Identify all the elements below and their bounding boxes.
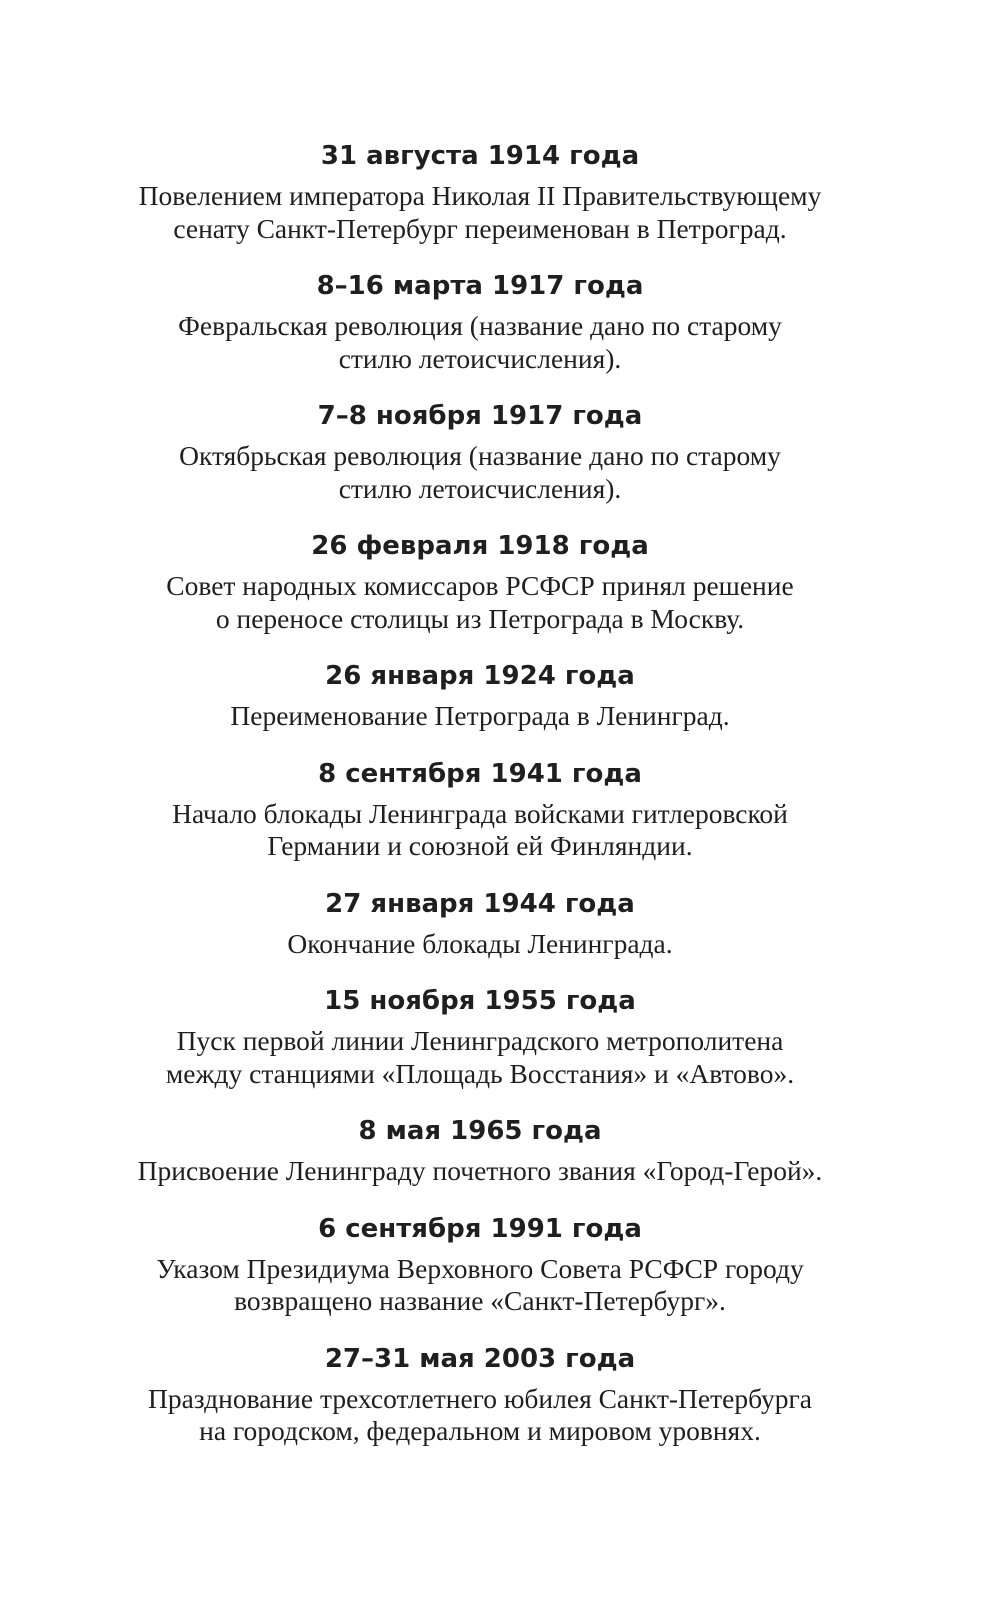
timeline-event-1917-03 — [100, 266, 860, 375]
event-description — [100, 570, 860, 635]
event-description-line: между станциями «Площадь Восстания» и «Автово». — [165, 1057, 795, 1089]
event-description-line: Присвоение Ленинграду почетного звания «Город-Герой». — [137, 1155, 823, 1186]
event-description-line: Совет народных комиссаров РСФСР принял решение — [166, 570, 794, 601]
event-description — [100, 798, 860, 863]
event-description — [100, 1253, 860, 1318]
event-date: 15 ноября 1955 года — [324, 986, 636, 1016]
event-description — [100, 928, 860, 961]
timeline-event-1991-09-06 — [100, 1209, 860, 1318]
event-description-line: Окончание блокады Ленинграда. — [287, 927, 673, 959]
event-date: 8 мая 1965 года — [358, 1116, 602, 1146]
timeline-event-1965-05-08 — [100, 1111, 860, 1188]
event-date: 8 сентября 1941 года — [318, 758, 642, 789]
timeline-event-1924-01-26 — [100, 656, 860, 733]
event-date: 26 января 1924 года — [325, 661, 635, 691]
timeline-event-1914-08-31 — [100, 136, 860, 245]
event-date: 8–16 марта 1917 года — [316, 271, 644, 301]
event-description-line: Указом Президиума Верховного Совета РСФСР городу — [156, 1252, 804, 1284]
event-description — [100, 1383, 860, 1448]
event-date: 27 января 1944 года — [325, 888, 635, 919]
event-description — [100, 310, 860, 375]
event-description-line: о переносе столицы из Петрограда в Москву. — [215, 602, 745, 634]
event-date: 26 февраля 1918 года — [311, 531, 649, 561]
event-date: 6 сентября 1991 года — [318, 1213, 642, 1244]
event-description-line: на городском, федеральном и мировом уровнях. — [199, 1415, 761, 1446]
event-date: 7–8 ноября 1917 года — [317, 401, 643, 431]
event-description-line: стилю летоисчисления). — [338, 342, 622, 374]
timeline-event-1955-11-15 — [100, 981, 860, 1090]
event-description-line: возвращено название «Санкт-Петербург». — [234, 1285, 726, 1316]
event-description-line: сенату Санкт-Петербург переименован в Петроград. — [173, 212, 787, 244]
event-description — [100, 440, 860, 505]
event-description-line: Переименование Петрограда в Ленинград. — [230, 700, 730, 731]
event-date: 31 августа 1914 года — [320, 141, 640, 171]
event-description-line: Празднование трехсотлетнего юбилея Санкт-Петербурга — [147, 1382, 812, 1414]
event-description-line: Февральская революция (название дано по старому — [178, 310, 782, 341]
event-description — [100, 700, 860, 733]
event-description-line: стилю летоисчисления). — [338, 472, 622, 504]
timeline-event-2003-05 — [100, 1339, 860, 1448]
event-description — [100, 1155, 860, 1188]
event-description — [100, 1025, 860, 1090]
event-description-line: Повелением императора Николая II Правительствующему — [138, 180, 822, 211]
event-description-line: Октябрьская революция (название дано по старому — [179, 440, 781, 471]
timeline-event-1944-01-27 — [100, 884, 860, 961]
event-description-line: Пуск первой линии Ленинградского метрополитена — [176, 1025, 784, 1056]
timeline-event-1941-09-08 — [100, 754, 860, 863]
event-description — [100, 180, 860, 245]
event-description-line: Германии и союзной ей Финляндии. — [267, 830, 693, 861]
timeline-event-1918-02-26 — [100, 526, 860, 635]
timeline-event-1917-11 — [100, 396, 860, 505]
event-date: 27–31 мая 2003 года — [324, 1343, 636, 1374]
timeline-list — [100, 136, 860, 1469]
event-description-line: Начало блокады Ленинграда войсками гитлеровской — [172, 797, 788, 829]
